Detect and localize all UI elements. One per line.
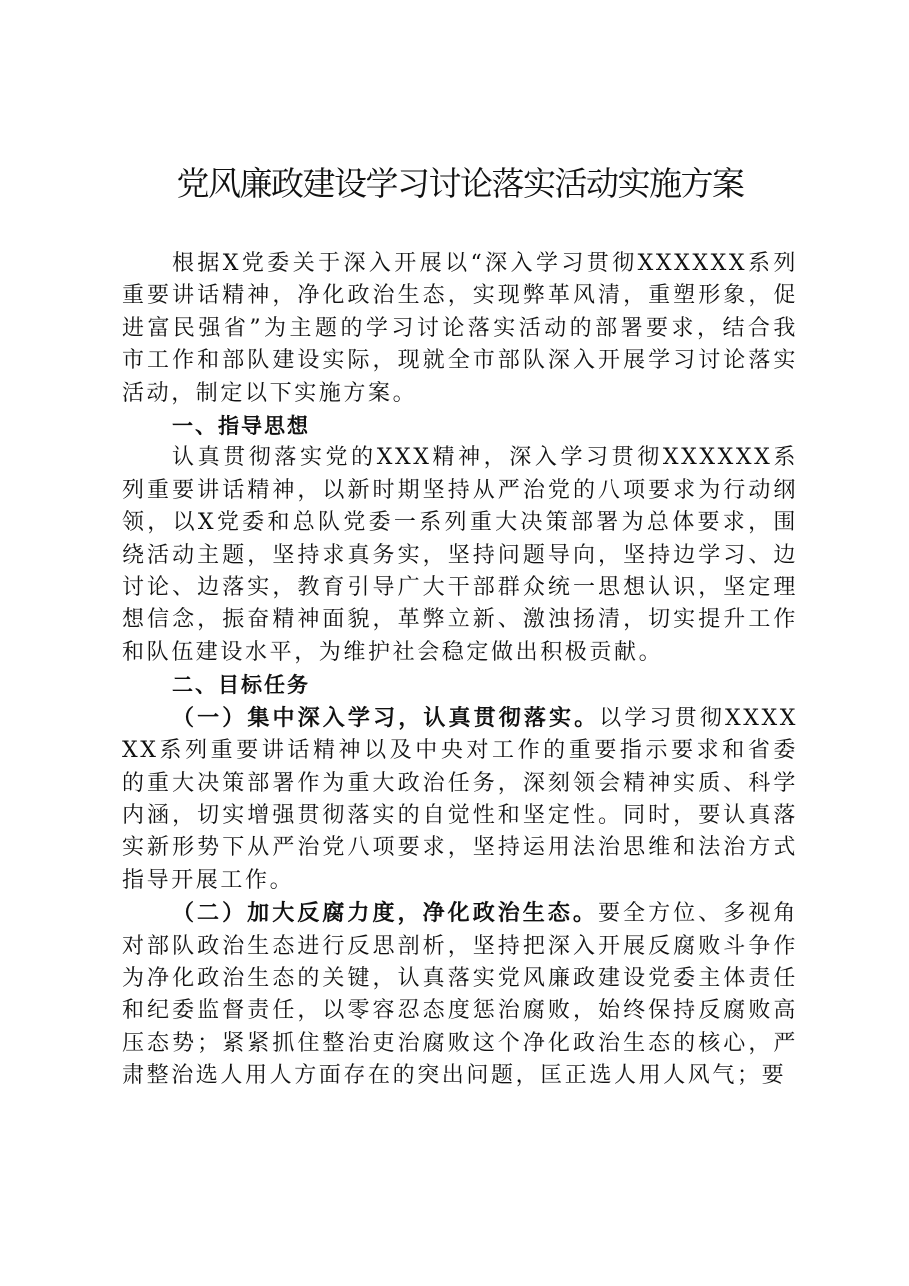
- goal-item-1: [122, 702, 798, 897]
- goal-item-2-lead: （二）加大反腐力度，净化政治生态。: [172, 900, 598, 927]
- intro-paragraph: 根据X党委关于深入开展以“深入学习贯彻XXXXXX系列重要讲话精神，净化政治生态，实现弊革风清，重塑形象，促进富民强省”为主题的学习讨论落实活动的部署要求，结合我市工作和部队建设实际，现就全市部队深入开展学习讨论落实活动，制定以下实施方案。: [122, 251, 798, 406]
- section-heading-guiding-ideology: 一、指导思想: [172, 414, 310, 439]
- goal-item-1-lead: （一）集中深入学习，认真贯彻落实。: [172, 704, 600, 731]
- goal-item-2-text: 要全方位、多视角对部队政治生态进行反思剖析，坚持把深入开展反腐败斗争作为净化政治生态的关键，认真落实党风廉政建设党委主体责任和纪委监督责任，以零容忍态度惩治腐败，始终保持反腐败高压态势；紧紧抓住整治吏治腐败这个净化政治生态的核心，严肃整治选人用人方面存在的突出问题，匡正选人用人风气；要: [122, 901, 798, 1089]
- section-heading-goals-tasks: 二、目标任务: [172, 673, 310, 698]
- goal-item-1-text: 以学习贯彻XXXXXX系列重要讲话精神以及中央对工作的重要指示要求和省委的重大决策部署作为重大政治任务，深刻领会精神实质、科学内涵，切实增强贯彻落实的自觉性和坚定性。同时，要认真落实新形势下从严治党八项要求，坚持运用法治思维和法治方式指导开展工作。: [122, 705, 798, 893]
- guiding-ideology-paragraph: 认真贯彻落实党的XXX精神，深入学习贯彻XXXXXX系列重要讲话精神，以新时期坚持从严治党的八项要求为行动纲领，以X党委和总队党委一系列重大决策部署为总体要求，围绕活动主题，坚持求真务实，坚持问题导向，坚持边学习、边讨论、边落实，教育引导广大干部群众统一思想认识，坚定理想信念，振奋精神面貌，革弊立新、激浊扬清，切实提升工作和队伍建设水平，为维护社会稳定做出积极贡献。: [122, 445, 798, 665]
- document-body: [122, 248, 798, 1093]
- document-title: 党风廉政建设学习讨论落实活动实施方案: [176, 164, 744, 203]
- goal-item-2: [122, 897, 798, 1092]
